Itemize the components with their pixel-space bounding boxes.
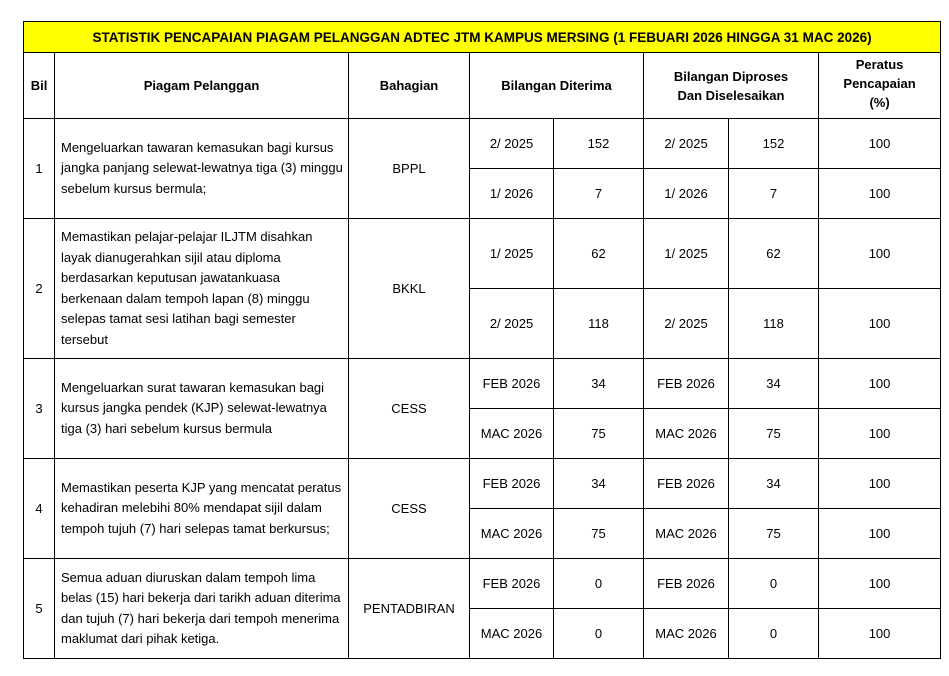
percent-achieved: 100 (819, 609, 941, 659)
statistics-table (23, 21, 941, 659)
period-received: FEB 2026 (470, 359, 554, 409)
count-processed: 34 (729, 359, 819, 409)
row-desc: Memastikan peserta KJP yang mencatat peratus kehadiran melebihi 80% mendapat sijil dalam tempoh tujuh (7) hari selepas tamat berkursus; (55, 459, 349, 559)
row-dept: CESS (349, 359, 470, 459)
percent-achieved: 100 (819, 169, 941, 219)
statistics-sheet (23, 21, 941, 659)
period-processed: MAC 2026 (644, 509, 729, 559)
period-received: 2/ 2025 (470, 289, 554, 359)
row-dept: CESS (349, 459, 470, 559)
count-processed: 75 (729, 409, 819, 459)
period-processed: 1/ 2025 (644, 219, 729, 289)
row-dept: BKKL (349, 219, 470, 359)
period-received: FEB 2026 (470, 459, 554, 509)
table-row (24, 459, 941, 509)
count-received: 62 (554, 219, 644, 289)
period-processed: MAC 2026 (644, 609, 729, 659)
header-peratus-line1: Peratus (855, 57, 904, 72)
period-processed: 1/ 2026 (644, 169, 729, 219)
percent-achieved: 100 (819, 219, 941, 289)
count-processed: 152 (729, 119, 819, 169)
row-bil: 5 (24, 559, 55, 659)
row-desc: Mengeluarkan surat tawaran kemasukan bagi kursus jangka pendek (KJP) selewat-lewatnya tiga (3) hari sebelum kursus bermula (55, 359, 349, 459)
period-received: 1/ 2025 (470, 219, 554, 289)
count-received: 7 (554, 169, 644, 219)
period-received: MAC 2026 (470, 609, 554, 659)
table-row (24, 219, 941, 289)
header-piagam: Piagam Pelanggan (55, 53, 349, 119)
title-row (24, 22, 941, 53)
count-processed: 7 (729, 169, 819, 219)
row-bil: 3 (24, 359, 55, 459)
row-desc: Mengeluarkan tawaran kemasukan bagi kursus jangka panjang selewat-lewatnya tiga (3) minggu sebelum kursus bermula; (55, 119, 349, 219)
percent-achieved: 100 (819, 509, 941, 559)
row-bil: 1 (24, 119, 55, 219)
header-peratus (819, 53, 941, 119)
period-processed: MAC 2026 (644, 409, 729, 459)
row-dept: BPPL (349, 119, 470, 219)
count-processed: 0 (729, 559, 819, 609)
header-bil: Bil (24, 53, 55, 119)
count-processed: 75 (729, 509, 819, 559)
header-diproses-line2: Dan Diselesaikan (677, 87, 785, 103)
percent-achieved: 100 (819, 459, 941, 509)
percent-achieved: 100 (819, 409, 941, 459)
count-received: 0 (554, 609, 644, 659)
row-desc: Memastikan pelajar-pelajar ILJTM disahkan layak dianugerahkan sijil atau diploma berdasarkan keputusan jawatankuasa berkenaan dalam tempoh lapan (8) minggu selepas tamat sesi latihan bagi semester tersebut (55, 219, 349, 359)
period-processed: 2/ 2025 (644, 289, 729, 359)
header-diproses-line1: Bilangan Diproses (673, 68, 789, 84)
header-diterima: Bilangan Diterima (470, 53, 644, 119)
count-received: 152 (554, 119, 644, 169)
period-processed: FEB 2026 (644, 359, 729, 409)
count-received: 34 (554, 359, 644, 409)
header-bahagian: Bahagian (349, 53, 470, 119)
header-peratus-line2: Pencapaian (843, 76, 916, 91)
table-row (24, 359, 941, 409)
period-processed: 2/ 2025 (644, 119, 729, 169)
count-processed: 34 (729, 459, 819, 509)
row-bil: 4 (24, 459, 55, 559)
period-received: FEB 2026 (470, 559, 554, 609)
count-received: 34 (554, 459, 644, 509)
percent-achieved: 100 (819, 289, 941, 359)
row-dept: PENTADBIRAN (349, 559, 470, 659)
header-row (24, 53, 941, 119)
period-received: 2/ 2025 (470, 119, 554, 169)
count-received: 75 (554, 409, 644, 459)
count-received: 0 (554, 559, 644, 609)
count-received: 118 (554, 289, 644, 359)
percent-achieved: 100 (819, 359, 941, 409)
row-bil: 2 (24, 219, 55, 359)
period-processed: FEB 2026 (644, 559, 729, 609)
table-title: STATISTIK PENCAPAIAN PIAGAM PELANGGAN ADTEC JTM KAMPUS MERSING (1 FEBUARI 2026 HINGGA 31 MAC 2026) (24, 22, 941, 53)
percent-achieved: 100 (819, 559, 941, 609)
table-row (24, 559, 941, 609)
count-received: 75 (554, 509, 644, 559)
header-diproses (644, 53, 819, 119)
period-received: MAC 2026 (470, 409, 554, 459)
period-processed: FEB 2026 (644, 459, 729, 509)
header-peratus-line3: (%) (869, 95, 890, 110)
count-processed: 62 (729, 219, 819, 289)
table-row (24, 119, 941, 169)
period-received: 1/ 2026 (470, 169, 554, 219)
row-desc: Semua aduan diuruskan dalam tempoh lima belas (15) hari bekerja dari tarikh aduan diterima dan tujuh (7) hari bekerja dari tempoh menerima maklumat dari pihak ketiga. (55, 559, 349, 659)
period-received: MAC 2026 (470, 509, 554, 559)
count-processed: 0 (729, 609, 819, 659)
count-processed: 118 (729, 289, 819, 359)
percent-achieved: 100 (819, 119, 941, 169)
